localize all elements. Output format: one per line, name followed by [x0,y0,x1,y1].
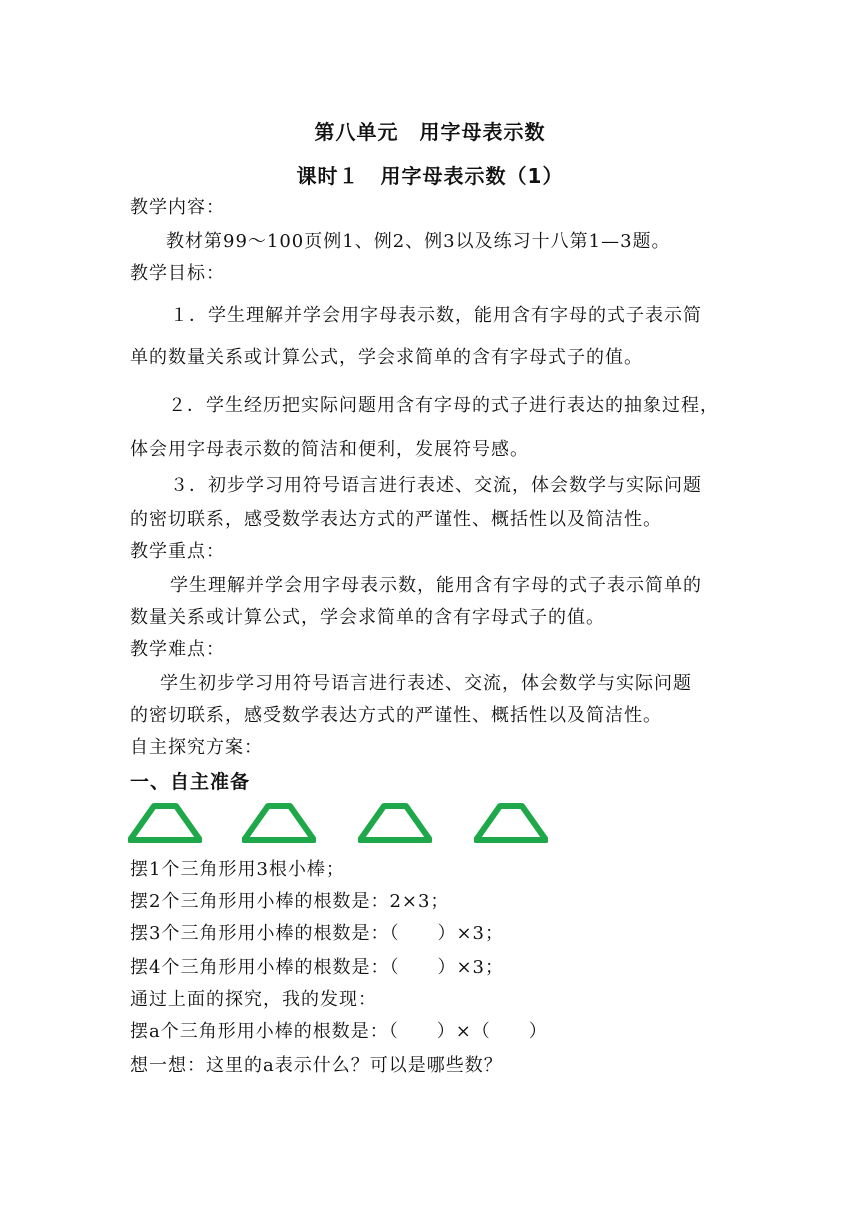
goal-1-line-2: 单的数量关系或计算公式，学会求简单的含有字母式子的值。 [130,347,643,368]
stick-triangle-1 [128,800,202,846]
exercise-line-6: 摆a个三角形用小棒的根数是：（ ）×（ ） [130,1021,548,1042]
goals-label: 教学目标： [130,263,225,284]
key-points-label: 教学重点： [130,541,225,562]
difficulty-line-2: 的密切联系，感受数学表达方式的严谨性、概括性以及简洁性。 [130,705,662,726]
key-points-line-1: 学生理解并学会用字母表示数，能用含有字母的式子表示简单的 [170,575,702,596]
stick-triangle-2 [242,800,316,846]
plan-label: 自主探究方案： [130,737,263,758]
key-points-line-2: 数量关系或计算公式，学会求简单的含有字母式子的值。 [130,607,605,628]
content-label: 教学内容： [130,197,225,218]
self-prep-heading: 一、自主准备 [130,771,251,793]
goal-3-line-2: 的密切联系，感受数学表达方式的严谨性、概括性以及简洁性。 [130,509,662,530]
difficulty-line-1: 学生初步学习用符号语言进行表述、交流，体会数学与实际问题 [160,673,692,694]
unit-title: 第八单元 用字母表示数 [314,120,546,144]
stick-triangles-figure [128,800,558,846]
goal-2-line-1: ２．学生经历把实际问题用含有字母的式子进行表达的抽象过程， [168,395,719,416]
difficulty-label: 教学难点： [130,639,225,660]
exercise-line-7: 想一想：这里的a表示什么？可以是哪些数？ [130,1055,503,1076]
goal-2-line-2: 体会用字母表示数的简洁和便利，发展符号感。 [130,439,529,460]
exercise-line-4: 摆4个三角形用小棒的根数是：（ ）×3； [130,957,504,978]
exercise-line-3: 摆3个三角形用小棒的根数是：（ ）×3； [130,923,504,944]
goal-3-line-1: ３．初步学习用符号语言进行表述、交流，体会数学与实际问题 [170,475,702,496]
exercise-line-2: 摆2个三角形用小棒的根数是：2×3； [130,891,450,912]
exercise-line-1: 摆1个三角形用3根小棒； [130,859,345,880]
exercise-line-5: 通过上面的探究，我的发现： [130,989,377,1010]
stick-triangle-3 [358,800,432,846]
content-text: 教材第99～100页例1、例2、例3以及练习十八第1—3题。 [166,231,671,252]
stick-triangle-4 [474,800,548,846]
goal-1-line-1: １．学生理解并学会用字母表示数，能用含有字母的式子表示简 [170,305,702,326]
lesson-subtitle: 课时１ 用字母表示数（1） [296,164,564,188]
